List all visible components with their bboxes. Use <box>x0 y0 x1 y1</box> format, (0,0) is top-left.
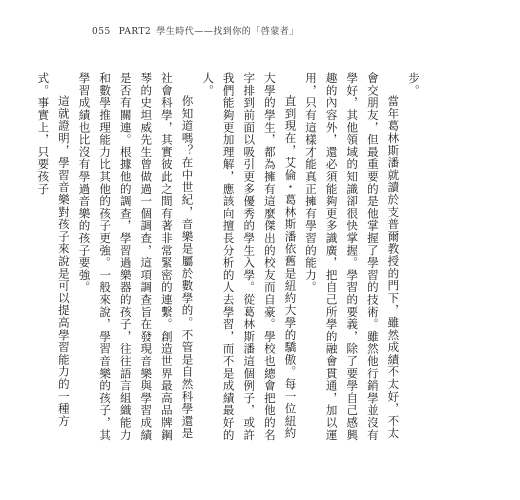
paragraph: 當年葛林斯潘就讀於支普爾教授的門下，雖然成績不太好，不太會交朋友，但最重要的是他掌握了學習的技術。雖然他行銷學並沒有學好，其他領域的知識卻很快掌握。學習的要義，除了要學自己感興趣的內容外，還必須能夠更多識廣，把自己所學的融會貫通，加以運用，只有這樣才能真正擁有學習的能力。 <box>304 72 401 441</box>
paragraph: 你知道嗎？在中世紀，音樂是屬於數學的。不管是自然科學還是社會科學，其實彼此之間有著非常緊密的連繫。創造世界最高品牌鋼琴的史坦威先生曾做過一個調查，這項調查旨在發現音樂與學習成績是否有關連。根據他的調查，學習過樂器的孩子，往往語言組織能力和數學推理能力比其他的孩子更強。一般來說，學習音樂的孩子，其學習成績也比沒有學過音樂的孩子要強。 <box>77 72 195 441</box>
paragraph: 這就證明，學習音樂對孩子來說是可以提高學習能力的一種方式。事實上，只要孩子 <box>36 72 71 428</box>
paragraph: 步。 <box>407 72 421 97</box>
section-title: 學生時代——找到你的「啓蒙者」 <box>156 27 299 37</box>
part-label: PART2 <box>118 27 152 37</box>
running-header <box>92 24 299 37</box>
paragraph: 直到現在，艾倫・葛林斯潘依舊是紐約大學的驕傲。每一位紐約大學的學生，都為擁有這麼傑出的校友而自豪。學校也總會把他的名字排到前面以吸引更多優秀的學生入學。從葛林斯潘這個例子，或許我們能夠更加理解，應該向擅長分析的人去學習，而不是成績最好的人。 <box>201 72 298 441</box>
body-text <box>36 72 424 448</box>
page-number: 055 <box>92 27 111 37</box>
